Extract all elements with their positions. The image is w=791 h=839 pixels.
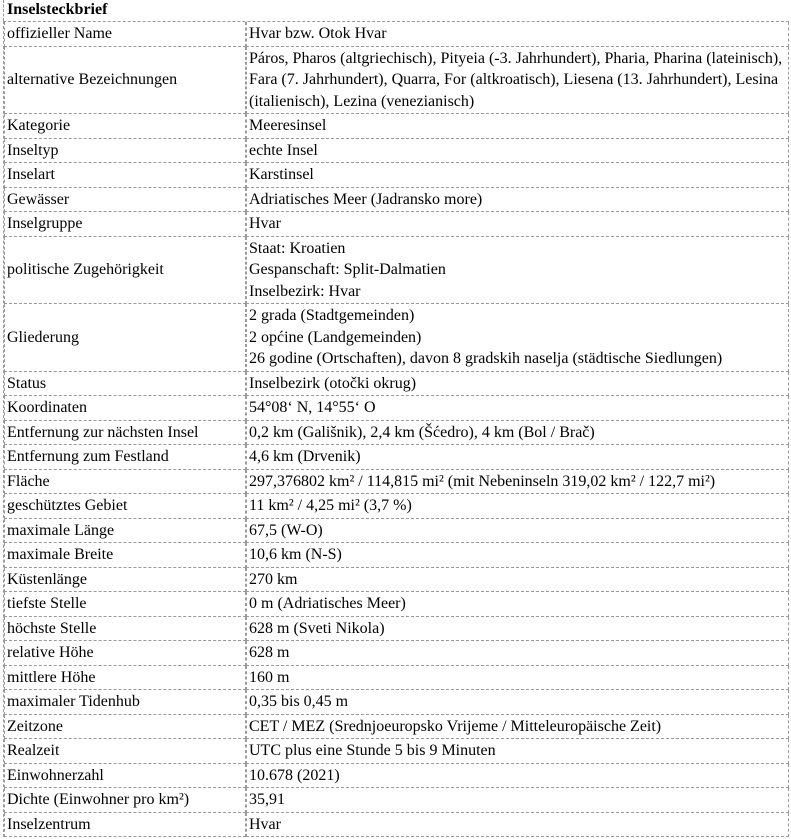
row-label[interactable]: Status (4, 372, 246, 397)
row-value[interactable] (246, 764, 789, 789)
table-row (4, 666, 789, 691)
value-line: Hvar (249, 215, 281, 232)
row-value[interactable] (246, 445, 789, 470)
table-row (4, 788, 789, 813)
row-value[interactable] (246, 212, 789, 237)
row-label[interactable]: geschütztes Gebiet (4, 494, 246, 519)
row-label[interactable]: Inseltyp (4, 139, 246, 164)
value-line: Staat: Kroatien (249, 239, 346, 257)
value-line: Karstinsel (249, 166, 314, 183)
value-line: Hvar bzw. Otok Hvar (249, 25, 387, 42)
table-row (4, 494, 789, 519)
value-line: Hvar (249, 815, 281, 833)
row-label[interactable]: Entfernung zum Festland (4, 445, 246, 470)
row-label[interactable]: Inselgruppe (4, 212, 246, 237)
value-line: 0,2 km (Gališnik), 2,4 km (Šćedro), 4 km (Bol / Brač) (249, 423, 595, 441)
value-line: Inselbezirk (otočki okrug) (249, 374, 417, 392)
table-title: Inselsteckbrief (3, 0, 791, 21)
value-line: 0,35 bis 0,45 m (249, 693, 349, 710)
row-value[interactable] (246, 641, 789, 666)
row-value[interactable] (246, 494, 789, 519)
table-row (4, 543, 789, 568)
row-value[interactable] (246, 421, 789, 446)
row-value[interactable] (246, 543, 789, 568)
value-line: 10.678 (2021) (249, 766, 340, 784)
table-row (4, 519, 789, 544)
table-row (4, 114, 789, 139)
value-line: Páros, Pharos (altgriechisch), Pityeia (-3. Jahrhundert), Pharia, Pharina (lateinisch), Fara (7. Jahrhundert), Quarra, For (altkroatisch), Liesena (13. Jahrhundert), Lesina (italienisch), Lezina (venezianisch) (249, 49, 783, 110)
row-value[interactable] (246, 396, 789, 421)
table-row (4, 470, 789, 495)
value-line: 10,6 km (N-S) (249, 546, 342, 563)
row-value[interactable] (246, 470, 789, 495)
value-line: 297,376802 km² / 114,815 mi² (mit Nebeninseln 319,02 km² / 122,7 mi²) (249, 472, 716, 490)
value-line: 26 godine (Ortschaften), davon 8 gradskih naselja (städtische Siedlungen) (249, 350, 723, 367)
row-value[interactable] (246, 592, 789, 617)
row-value[interactable] (246, 617, 789, 642)
row-label[interactable]: Fläche (4, 470, 246, 495)
row-label[interactable]: Gewässer (4, 188, 246, 213)
row-value[interactable] (246, 188, 789, 213)
row-label[interactable]: maximaler Tidenhub (4, 690, 246, 715)
value-line: 67,5 (W-O) (249, 521, 323, 539)
row-value[interactable] (246, 163, 789, 188)
row-label[interactable]: Entfernung zur nächsten Insel (4, 421, 246, 446)
row-value[interactable] (246, 715, 789, 740)
row-value[interactable] (246, 47, 789, 115)
table-row (4, 617, 789, 642)
row-label[interactable]: relative Höhe (4, 641, 246, 666)
value-line: 270 km (249, 570, 298, 588)
row-label[interactable]: mittlere Höhe (4, 666, 246, 691)
row-label[interactable]: Inselart (4, 163, 246, 188)
table-row (4, 715, 789, 740)
row-value[interactable] (246, 690, 789, 715)
row-label[interactable]: Gliederung (4, 304, 246, 372)
table-body (4, 22, 789, 837)
value-line: Adriatisches Meer (Jadransko more) (249, 190, 483, 208)
row-label[interactable]: Koordinaten (4, 396, 246, 421)
table-row (4, 421, 789, 446)
row-label[interactable]: Kategorie (4, 114, 246, 139)
row-value[interactable] (246, 372, 789, 397)
table-row (4, 212, 789, 237)
row-value[interactable] (246, 139, 789, 164)
value-line: 35,91 (249, 791, 285, 808)
row-value[interactable] (246, 568, 789, 593)
table-row (4, 139, 789, 164)
table-row (4, 396, 789, 421)
table-row (4, 237, 789, 305)
row-value[interactable] (246, 666, 789, 691)
row-label[interactable]: maximale Länge (4, 519, 246, 544)
table-row (4, 304, 789, 372)
row-label[interactable]: maximale Breite (4, 543, 246, 568)
table-row (4, 592, 789, 617)
row-label[interactable]: Zeitzone (4, 715, 246, 740)
row-label[interactable]: Realzeit (4, 739, 246, 764)
row-value[interactable] (246, 519, 789, 544)
value-line: Gespanschaft: Split-Dalmatien (249, 261, 446, 278)
table-row (4, 813, 789, 838)
row-label[interactable]: politische Zugehörigkeit (4, 237, 246, 305)
table-row (4, 764, 789, 789)
row-value[interactable] (246, 813, 789, 838)
table-row (4, 372, 789, 397)
value-line: 0 m (Adriatisches Meer) (249, 595, 406, 612)
value-line: 4,6 km (Drvenik) (249, 448, 361, 465)
value-line: echte Insel (249, 141, 318, 159)
row-label[interactable]: Einwohnerzahl (4, 764, 246, 789)
table-row (4, 47, 789, 115)
table-row (4, 690, 789, 715)
table-row (4, 739, 789, 764)
value-line: 160 m (249, 668, 290, 686)
value-line: 2 grada (Stadtgemeinden) (249, 307, 415, 324)
row-label[interactable]: Küstenlänge (4, 568, 246, 593)
table-row (4, 445, 789, 470)
value-line: 11 km² / 4,25 mi² (3,7 %) (249, 497, 412, 514)
value-line: 54°08‘ N, 14°55‘ O (249, 399, 376, 416)
row-value[interactable] (246, 22, 789, 47)
table-row (4, 188, 789, 213)
island-fact-table (3, 21, 789, 837)
value-line: Meeresinsel (249, 117, 327, 134)
row-value[interactable] (246, 114, 789, 139)
row-value[interactable] (246, 788, 789, 813)
value-line: 2 općine (Landgemeinden) (249, 328, 422, 346)
value-line: 628 m (Sveti Nikola) (249, 619, 385, 637)
row-label[interactable]: alternative Bezeichnungen (4, 47, 246, 115)
row-value[interactable] (246, 739, 789, 764)
row-label[interactable]: Dichte (Einwohner pro km²) (4, 788, 246, 813)
table-row (4, 641, 789, 666)
value-line: Inselbezirk: Hvar (249, 282, 361, 300)
table-row (4, 163, 789, 188)
row-value[interactable] (246, 237, 789, 305)
table-row (4, 568, 789, 593)
table-row (4, 22, 789, 47)
row-value[interactable] (246, 304, 789, 372)
value-line: 628 m (249, 644, 290, 661)
value-line: CET / MEZ (Srednjoeuropsko Vrijeme / Mitteleuropäische Zeit) (249, 717, 662, 735)
row-label[interactable]: tiefste Stelle (4, 592, 246, 617)
row-label[interactable]: offizieller Name (4, 22, 246, 47)
row-label[interactable]: höchste Stelle (4, 617, 246, 642)
value-line: UTC plus eine Stunde 5 bis 9 Minuten (249, 742, 496, 759)
row-label[interactable]: Inselzentrum (4, 813, 246, 838)
